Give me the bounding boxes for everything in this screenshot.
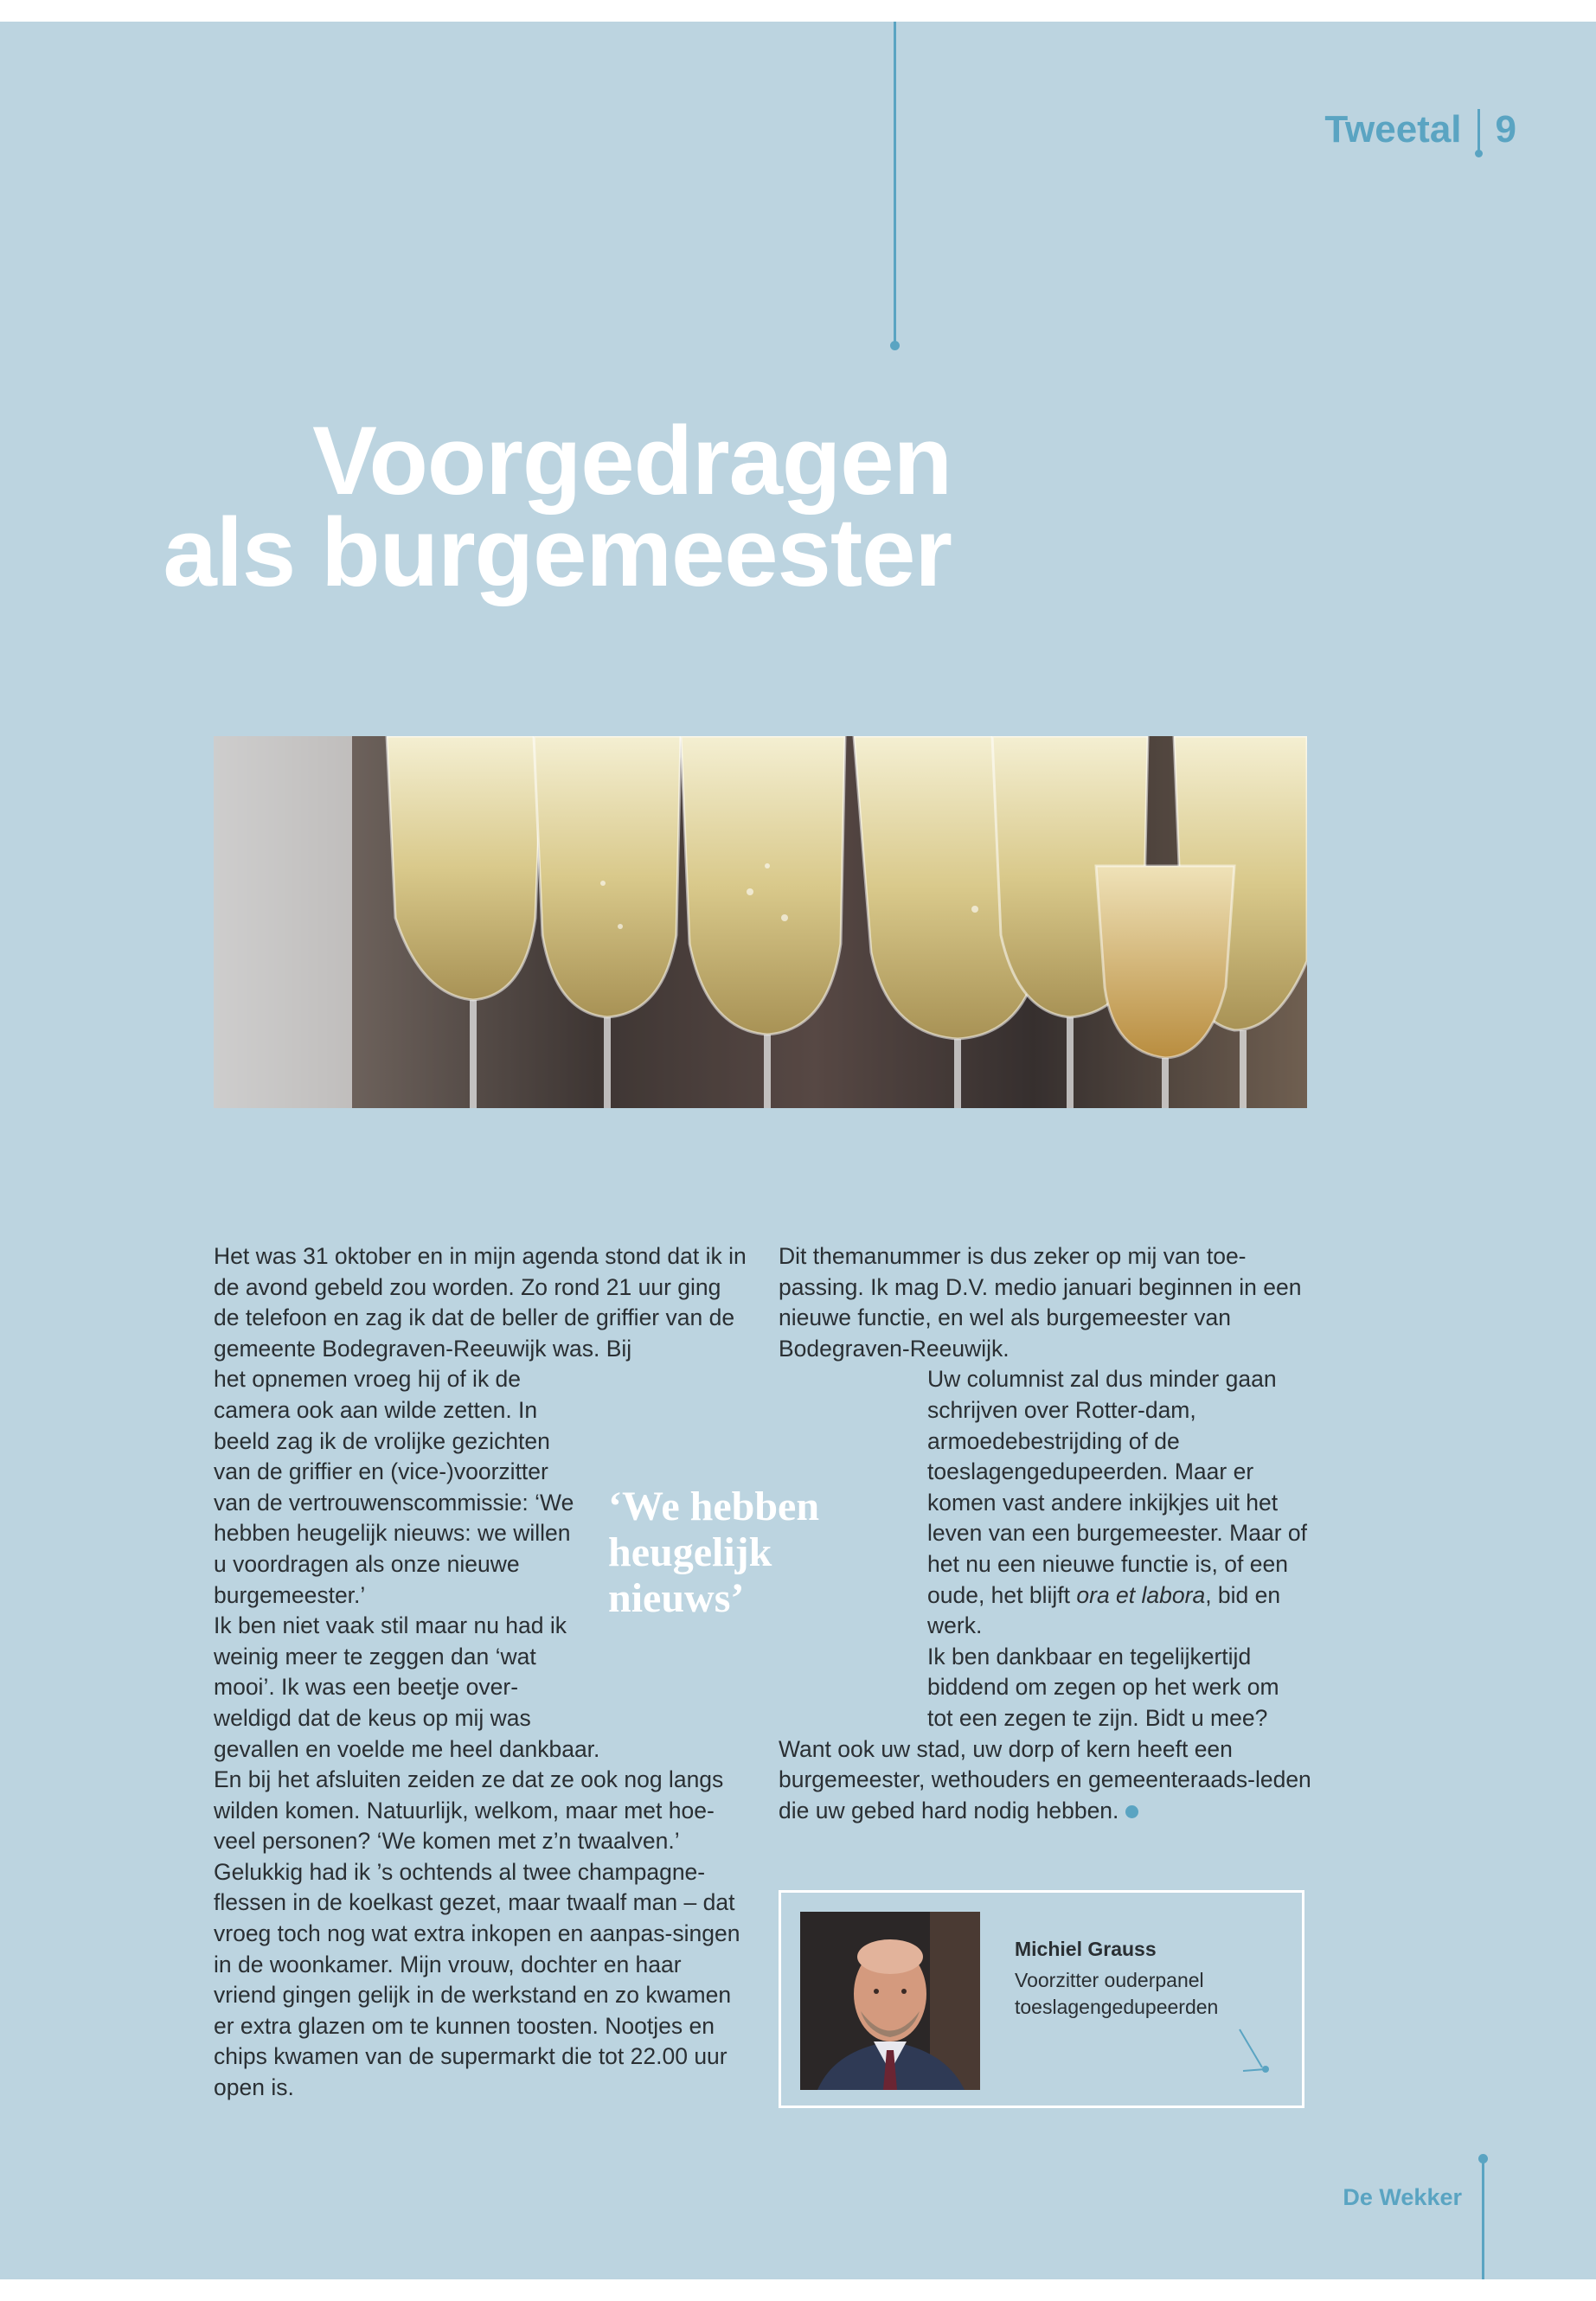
champagne-glasses-illustration [214,736,1307,1108]
article-column-left [214,1241,750,2104]
paragraph [779,1734,1315,1827]
title-line-2: als burgemeester [163,498,952,606]
magazine-name: Tweetal [1324,108,1462,151]
paragraph: Het was 31 oktober en in mijn agenda stond dat ik in de avond gebeld zou worden. Zo rond 21 uur ging de telefoon en zag ik dat de beller de griffier van de gemeente Bodegraven-Reeuwijk was. Bij [214,1243,747,1362]
paragraph: En bij het afsluiten zeiden ze dat ze ook nog langs wilden komen. Natuurlijk, welkom, maar met hoe-veel personen? ‘We komen met z’n twaalven.’ Gelukkig had ik ’s ochtends al twee champagne-flessen in de koelkast gezet, maar twaalf man – dat vroeg toch nog wat extra inkopen en aanpas-singen in de woonkamer. Mijn vrouw, dochter en haar vriend gingen gelijk in de werkstand en zo kwamen er extra glazen om te kunnen toosten. Nootjes en chips kwamen van de supermarkt die tot 22.00 uur open is. [214,1766,740,2101]
paragraph: Ik ben niet vaak stil maar nu had ik weinig meer te zeggen dan ‘wat mooi’. Ik was een beetje over-weldigd dat de keus op mij was [214,1612,567,1731]
header-separator [1477,109,1480,151]
paragraph: Dit themanummer is dus zeker op mij van toe-passing. Ik mag D.V. medio januari beginnen in een nieuwe functie, en wel als burgemeester van Bodegraven-Reeuwijk. [779,1243,1302,1362]
author-portrait [800,1912,980,2090]
author-role: Voorzitter ouderpanel toeslagengedupeerden [1015,1969,1219,2018]
paragraph-text-end: , bid en werk. [927,1581,1281,1639]
paragraph: Ik ben dankbaar en tegelijkertijd biddend om zegen op het werk om tot een zegen te zijn. Bidt u mee? [927,1643,1279,1731]
paragraph [927,1364,1308,1641]
bottom-divider-line [1482,2158,1484,2279]
pointer-line-icon [1236,2028,1271,2076]
title-line-1: Voorgedragen [312,407,952,515]
article-title [87,407,952,606]
champagne-glasses-photo [214,736,1307,1108]
page-header [1211,95,1516,164]
author-name: Michiel Grauss [1015,1938,1157,1960]
author-card [779,1890,1304,2108]
paragraph: het opnemen vroeg hij of ik de camera ook aan wilde zetten. In beeld zag ik de vrolijke gezichten van de griffier en (vice-)voorzitter van de vertrouwenscommissie: ‘We hebben heugelijk nieuws: we willen u voordragen als onze nieuwe burgemeester.’ [214,1366,574,1608]
article-column-right [779,1241,1315,1826]
paragraph: gevallen en voelde me heel dankbaar. [214,1735,600,1762]
portrait-illustration [800,1912,980,2090]
paragraph-text: Uw columnist zal dus minder gaan schrijven over Rotter-dam, armoedebestrijding of de toeslagengedupeerden. Maar er komen vast andere inkijkjes uit het leven van een burgemeester. Maar of het nu een nieuwe functie is, of een oude, het blijft [927,1366,1307,1608]
magazine-page [0,22,1596,2279]
latin-phrase: ora et labora [1076,1581,1206,1608]
end-mark-icon [1125,1805,1138,1818]
top-divider-line [894,22,896,346]
page-number: 9 [1495,108,1516,151]
pull-quote: ‘We hebben heugelijk nieuws’ [608,1484,820,1621]
footer-brand: De Wekker [1343,2184,1462,2210]
paragraph-text: Want ook uw stad, uw dorp of kern heeft een burgemeester, wethouders en gemeenteraads-leden die uw gebed hard nodig hebben. [779,1735,1311,1823]
